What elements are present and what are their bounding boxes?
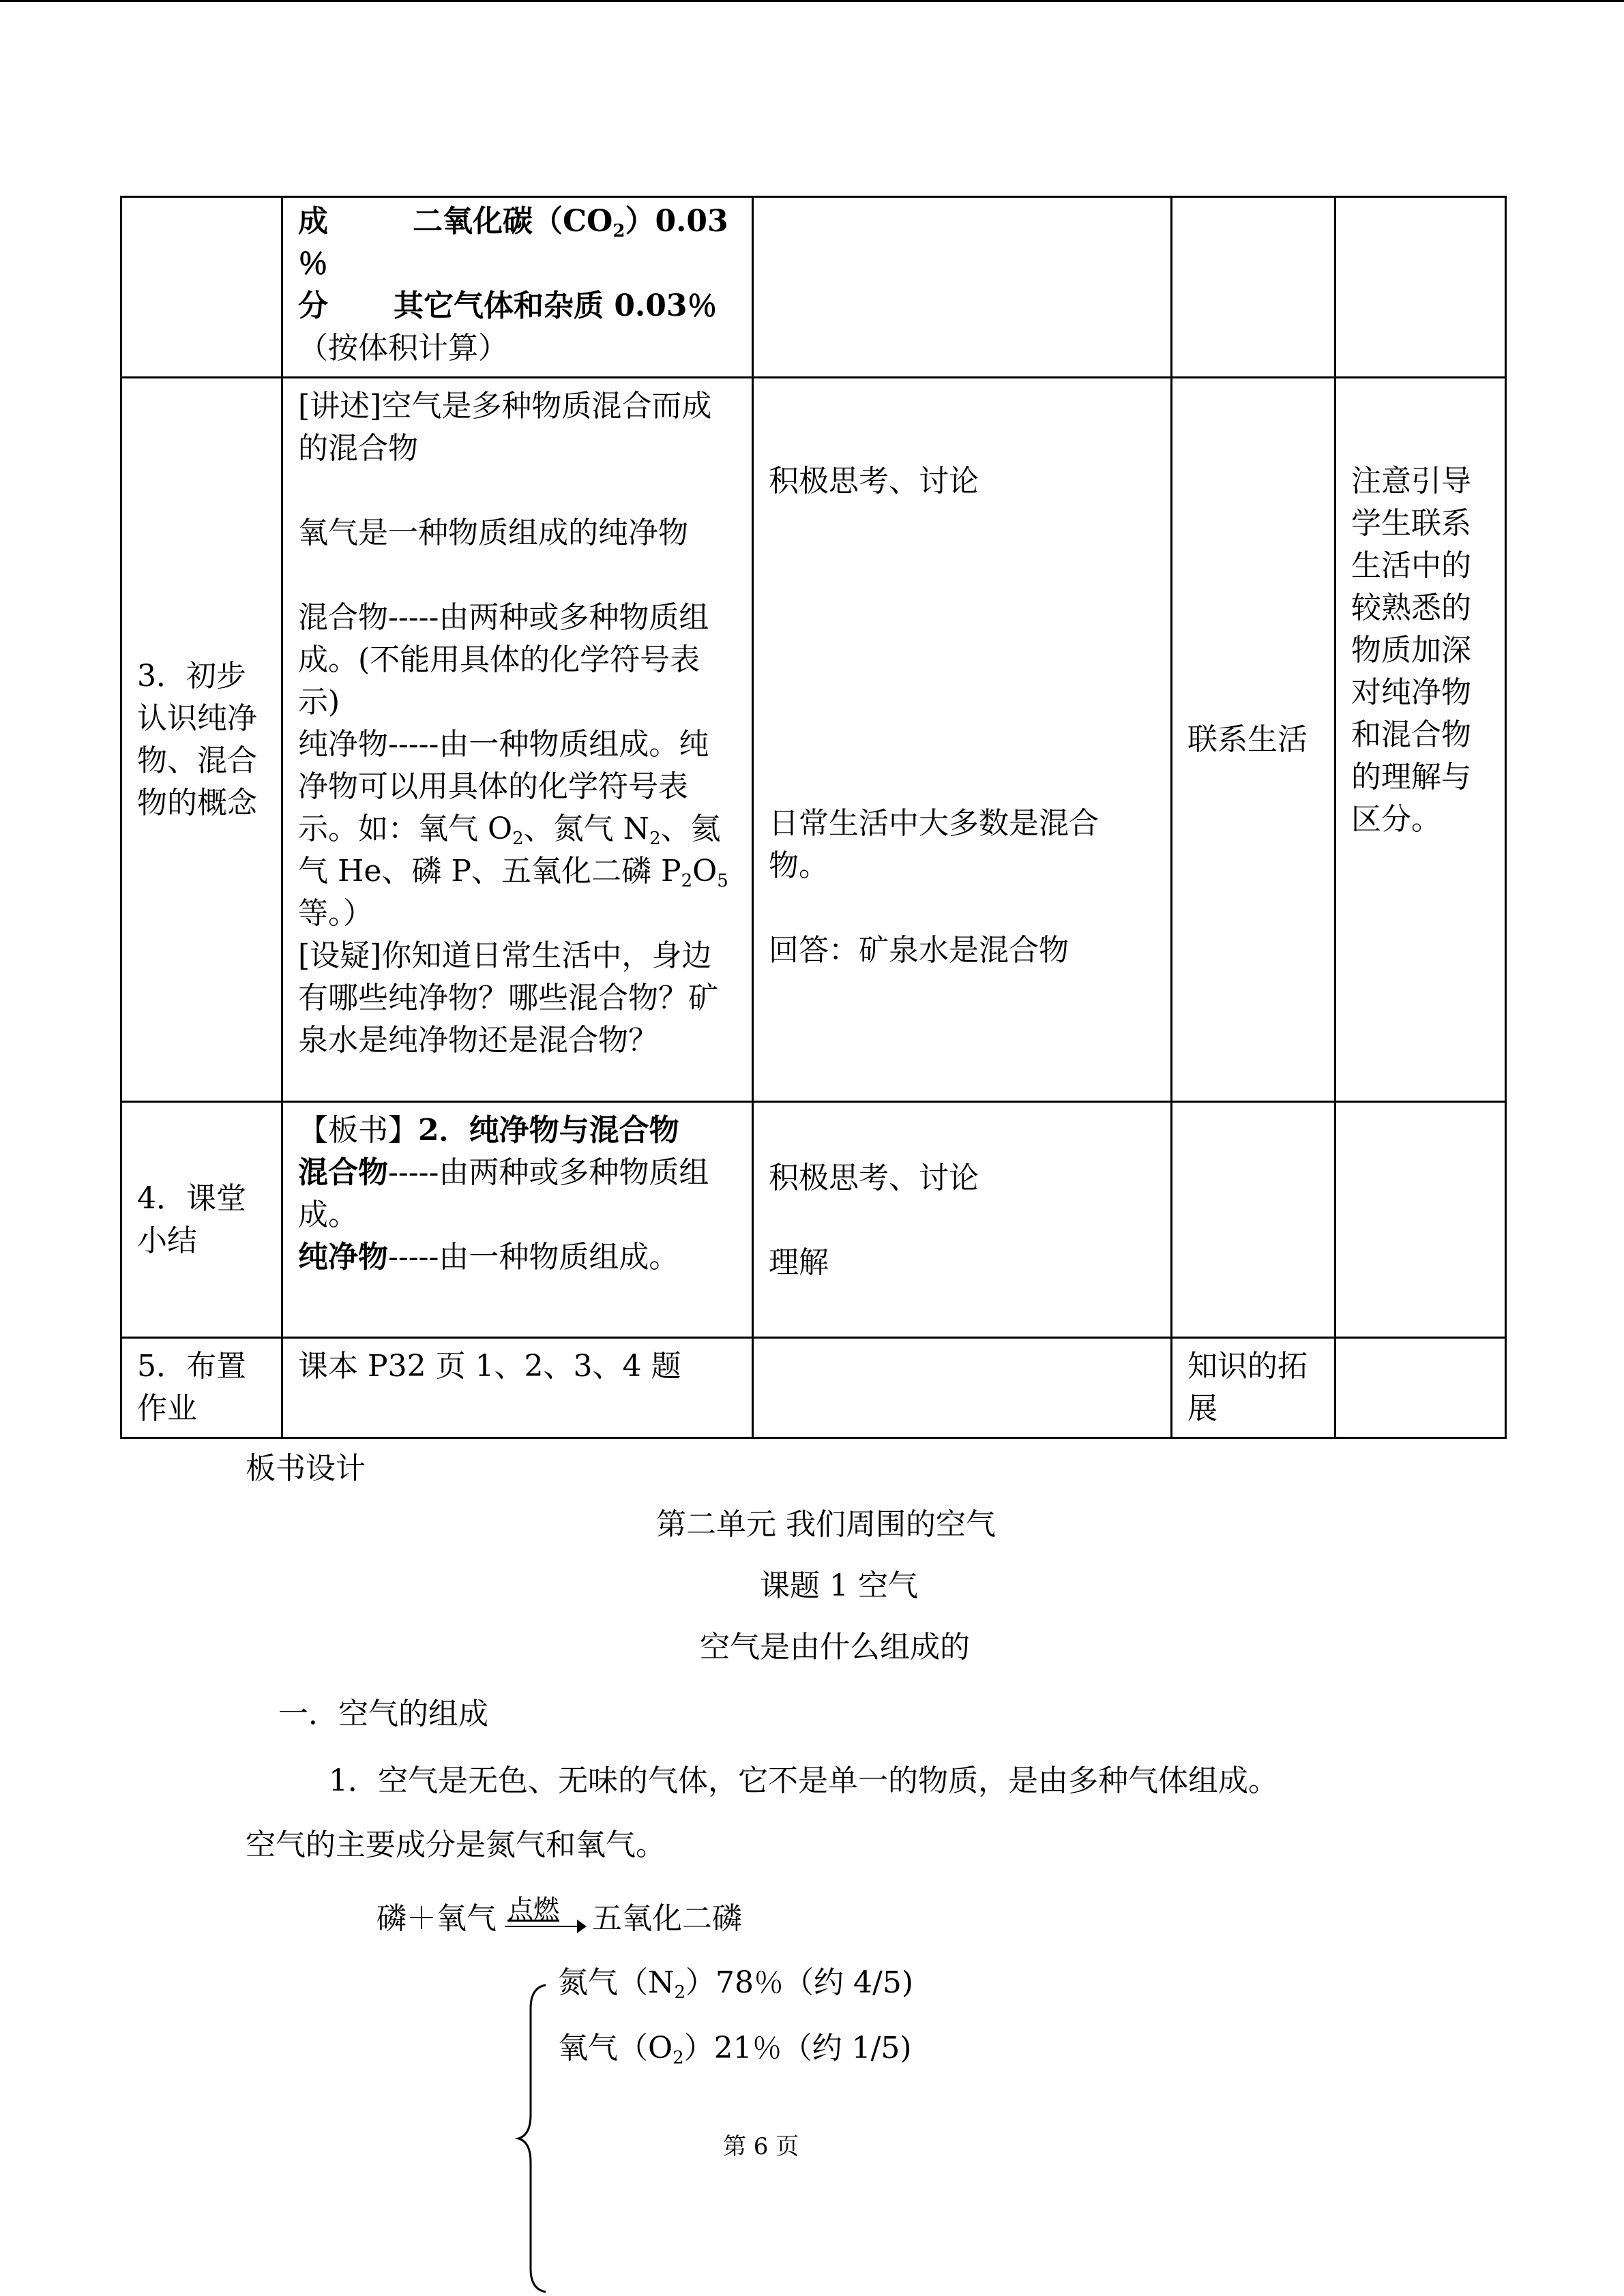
remarks-cell — [1335, 197, 1506, 378]
design-intent-cell: 联系生活 — [1172, 378, 1335, 1102]
design-intent-cell — [1172, 197, 1335, 378]
item-1-continuation: 空气的主要成分是氮气和氧气。 — [246, 1828, 666, 1862]
remarks-cell — [1335, 1338, 1506, 1438]
student-activity-cell — [753, 1102, 1172, 1338]
composition-line-percent: ％ — [298, 246, 328, 281]
composition-line-other: 分 其它气体和杂质 0.03％ — [298, 288, 718, 323]
student-activity-cell — [753, 1338, 1172, 1438]
left-brace-icon — [513, 1981, 554, 2296]
reaction-condition: 点燃 — [507, 1894, 560, 1924]
table-row — [121, 378, 1506, 1102]
table-row — [121, 197, 1506, 378]
section-title: 一．空气的组成 — [278, 1697, 488, 1731]
board-design-heading: 板书设计 — [246, 1451, 366, 1486]
table-row — [121, 1338, 1506, 1438]
lecture-text: [讲述]空气是多种物质混合而成的混合物 — [298, 389, 712, 466]
remarks-cell — [1335, 1102, 1506, 1338]
mixture-definition: 混合物-----由两种或多种物质组成。(不能用具体的化学符号表示) — [298, 600, 709, 719]
remarks-cell: 注意引导学生联系生活中的较熟悉的物质加深对纯净物和混合物的理解与区分。 — [1335, 378, 1506, 1102]
stage-cell: 4．课堂小结 — [121, 1102, 282, 1338]
student-think-text: 积极思考、讨论 — [769, 1161, 979, 1195]
design-intent-cell: 知识的拓展 — [1172, 1338, 1335, 1438]
composition-line-co2: 成 二氧化碳$(CO_2)0.03$ — [298, 204, 728, 241]
stage-cell — [121, 197, 282, 378]
teacher-activity-cell: 课本 P32 页 1、2、3、4 题 — [282, 1338, 753, 1438]
lesson-table — [120, 196, 1507, 1439]
student-think-text: 积极思考、讨论 — [769, 464, 979, 498]
question-text: [设疑]你知道日常生活中，身边有哪些纯净物？哪些混合物？矿泉水是纯净物还是混合物？ — [298, 938, 718, 1058]
student-activity-cell — [753, 378, 1172, 1102]
student-answer-text: 回答：矿泉水是混合物 — [769, 933, 1069, 968]
lesson-subtitle: 空气是由什么组成的 — [700, 1630, 970, 1665]
lesson-title: 课题 1 空气 — [760, 1568, 918, 1603]
summary-pure-substance: 纯净物-----由一种物质组成。 — [298, 1240, 679, 1274]
student-understand-text: 理解 — [769, 1245, 829, 1280]
pure-substance-definition: 纯净物-----由一种物质组成。纯净物可以用具体的化学符号表示。如：氧气 $O_2$、氮气 $N_2$、氦气 He、磷 P、五氧化二磷 $P_2O_5$等。） — [298, 727, 728, 931]
item-1-text: 1．空气是无色、无味的气体，它不是单一的物质，是由多种气体组成。 — [329, 1763, 1278, 1798]
composition-note: （按体积计算） — [298, 331, 508, 366]
summary-mixture: 混合物-----由两种或多种物质组成。 — [298, 1155, 709, 1232]
oxygen-composition: 氧气$(O_2)21$％（约 1/5) — [558, 2031, 912, 2068]
page-top-rule — [0, 0, 1624, 2]
page-number: 第 6 页 — [723, 2133, 799, 2160]
unit-title: 第二单元 我们周围的空气 — [656, 1507, 996, 1542]
reaction-product: 五氧化二磷 — [592, 1901, 742, 1936]
reaction-equation — [377, 1894, 742, 1939]
table-row — [121, 1102, 1506, 1338]
student-daily-life-text: 日常生活中大多数是混合物。 — [769, 806, 1099, 883]
nitrogen-composition: 氮气$(N_2)78$％（约 4/5) — [558, 1965, 913, 2003]
stage-cell: 3．初步认识纯净物、混合物的概念 — [121, 378, 282, 1102]
teacher-activity-cell — [282, 197, 753, 378]
teacher-activity-cell — [282, 1102, 753, 1338]
teacher-activity-cell — [282, 378, 753, 1102]
board-note-title: 【板书】2．纯净物与混合物 — [298, 1113, 679, 1148]
reaction-reactants: 磷＋氧气 — [377, 1901, 497, 1936]
design-intent-cell — [1172, 1102, 1335, 1338]
reaction-arrow — [497, 1894, 592, 1939]
stage-cell: 5．布置作业 — [121, 1338, 282, 1438]
student-activity-cell — [753, 197, 1172, 378]
oxygen-pure-text: 氧气是一种物质组成的纯净物 — [298, 516, 688, 550]
